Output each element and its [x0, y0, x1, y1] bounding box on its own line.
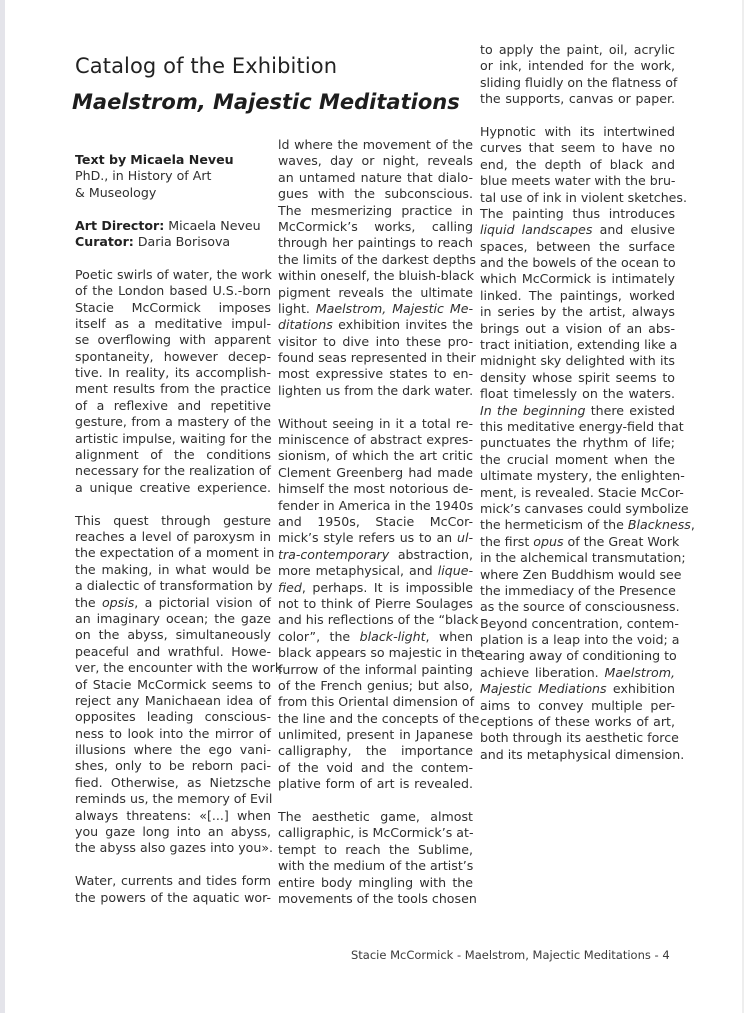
text-line: alignment of the conditions — [75, 447, 271, 463]
text-line: as the source of consciousness. — [480, 599, 680, 615]
text-line: mick’s canvases could symbolize — [480, 500, 689, 516]
paragraph — [278, 415, 482, 793]
column-2-body — [278, 137, 482, 907]
text-line: in series by the artist, always — [480, 304, 675, 320]
text-line: calligraphy, the importance — [278, 743, 473, 759]
text-line: Beyond concentration, contem- — [480, 615, 679, 631]
text-line: or ink, intended for the work, — [480, 58, 675, 74]
text-line: ultimate mystery, the enlighten- — [480, 468, 685, 484]
text-line: Stacie McCormick imposes — [75, 299, 271, 315]
text-line: with the medium of the artist’s — [278, 858, 474, 874]
credit-curator-name: Daria Borisova — [137, 233, 231, 249]
text-line: furrow of the informal painting — [278, 661, 473, 677]
text-line: himself the most notorious de- — [278, 481, 473, 497]
text-line: density whose spirit seems to — [480, 369, 675, 385]
text-line: an untamed nature that dialo- — [278, 169, 473, 185]
text-line: and the bowels of the ocean to — [480, 255, 676, 271]
text-line: lighten us from the dark water. — [278, 382, 474, 398]
text-line: end, the depth of black and — [480, 156, 675, 172]
text-line: the abyss also gazes into you». — [75, 840, 274, 856]
text-line: found seas represented in their — [278, 350, 476, 366]
text-line: you gaze long into an abyss, — [75, 824, 271, 840]
text-line: linked. The paintings, worked — [480, 287, 675, 303]
column-3 — [480, 42, 695, 763]
credit-author — [75, 152, 271, 168]
text-line: ness to look into the mirror of — [75, 725, 271, 741]
text-line: In the beginning there existed — [480, 402, 675, 418]
text-line: from this Oriental dimension of — [278, 694, 475, 710]
text-line: of a reflexive and repetitive — [75, 397, 271, 413]
credit-art-director-label: Art Director: — [75, 217, 165, 233]
text-line: peaceful and wrathful. Howe- — [75, 643, 271, 659]
paragraph — [75, 267, 271, 496]
text-line: punctuates the rhythm of life; — [480, 435, 675, 451]
text-line: The aesthetic game, almost — [278, 809, 473, 825]
text-line: Clement Greenberg had made — [278, 464, 473, 480]
text-line: tra-contemporary abstraction, — [278, 546, 473, 562]
text-line: the expectation of a moment in — [75, 545, 275, 561]
column-1-body — [75, 266, 283, 906]
text-line: sionism, of which the art critic — [278, 448, 473, 464]
text-line: through her paintings to reach — [278, 235, 473, 251]
text-line: Majestic Mediations exhibition — [480, 681, 675, 697]
text-line: curves that seem to have no — [480, 140, 675, 156]
text-line: ceptions of these works of art, — [480, 714, 675, 730]
text-line: miniscence of abstract expres- — [278, 432, 473, 448]
text-line: aims to convey multiple per- — [480, 697, 675, 713]
text-line: to apply the paint, oil, acrylic — [480, 42, 675, 57]
text-line: blue meets water with the bru- — [480, 173, 676, 189]
page-footer: Stacie McCormick - Maelstrom, Majectic Meditations - 4 — [351, 948, 670, 962]
paragraph — [480, 123, 695, 763]
text-line: illusions where the ego vani- — [75, 742, 271, 758]
text-line: ment, is revealed. Stacie McCor- — [480, 484, 684, 500]
text-line: Hypnotic with its intertwined — [480, 123, 675, 139]
text-line: and his reflections of the “black — [278, 612, 479, 628]
text-line: both through its aesthetic force — [480, 730, 679, 746]
text-line: the limits of the darkest depths — [278, 251, 476, 267]
text-line: fied. Otherwise, as Nietzsche — [75, 774, 271, 790]
credit-art-director-name: Micaela Neveu — [168, 217, 261, 233]
column-2 — [278, 137, 482, 907]
text-line: the hermeticism of the Blackness, — [480, 517, 695, 533]
text-line: brings out a vision of an abs- — [480, 320, 675, 336]
text-line: achieve liberation. Maelstrom, — [480, 664, 675, 680]
text-line: ment results from the practice — [75, 381, 271, 397]
paragraph — [75, 512, 283, 857]
text-line: of the French genius; but also, — [278, 677, 473, 693]
text-line: mick’s style refers us to an ul- — [278, 530, 473, 546]
paragraph — [480, 42, 678, 108]
text-line: midnight sky delighted with its — [480, 353, 675, 369]
text-line: Without seeing in it a total re- — [278, 415, 473, 431]
text-line: tract initiation, extending like a — [480, 337, 678, 353]
text-line: tempt to reach the Sublime, — [278, 841, 473, 857]
text-line: Water, currents and tides form — [75, 873, 271, 889]
text-line: within oneself, the bluish-black — [278, 268, 475, 284]
text-line: gues with the subconscious. — [278, 186, 473, 202]
page-title: Catalog of the Exhibition — [75, 54, 338, 79]
text-line: ld where the movement of the — [278, 137, 473, 152]
text-line: of the void and the contem- — [278, 759, 473, 775]
text-line: a dialectic of transformation by — [75, 578, 273, 594]
text-line: fied, perhaps. It is impossible — [278, 579, 473, 595]
exhibition-subtitle: Maelstrom, Majestic Meditations — [72, 90, 460, 115]
text-line: most expressive states to en- — [278, 366, 473, 382]
text-line: spaces, between the surface — [480, 238, 675, 254]
column-3-body — [480, 42, 695, 763]
paragraph — [278, 137, 476, 399]
column-1 — [75, 152, 283, 906]
text-line: the making, in what would be — [75, 561, 271, 577]
viewer-left-edge — [0, 0, 5, 1013]
text-line: ditations exhibition invites the — [278, 317, 473, 333]
text-line: always threatens: «[...] when — [75, 807, 271, 823]
text-line: necessary for the realization of — [75, 463, 271, 479]
credit-degree-line-1: PhD., in History of Art — [75, 168, 212, 184]
text-line: gesture, from a mastery of the — [75, 414, 271, 430]
credits-block — [75, 152, 271, 267]
text-line: the opsis, a pictorial vision of — [75, 594, 271, 610]
text-line: reaches a level of paroxysm in — [75, 528, 271, 544]
text-line: plative form of art is revealed. — [278, 776, 473, 792]
text-line: which McCormick is intimately — [480, 271, 675, 287]
credit-art-director — [75, 218, 271, 234]
text-line: the immediacy of the Presence — [480, 582, 676, 598]
text-line: a unique creative experience. — [75, 479, 271, 495]
text-line: shes, only to be reborn paci- — [75, 758, 271, 774]
text-line: liquid landscapes and elusive — [480, 222, 675, 238]
credit-author-name: Micaela Neveu — [130, 152, 234, 167]
paragraph — [75, 873, 271, 906]
text-line: the supports, canvas or paper. — [480, 91, 675, 107]
text-line: ver, the encounter with the work — [75, 660, 283, 676]
text-line: on the abyss, simultaneously — [75, 627, 271, 643]
credit-curator — [75, 234, 271, 250]
text-line: tearing away of conditioning to — [480, 648, 677, 664]
text-line: where Zen Buddhism would see — [480, 566, 682, 582]
text-line: more metaphysical, and lique- — [278, 563, 473, 579]
text-line: reject any Manichaean idea of — [75, 692, 271, 708]
text-line: This quest through gesture — [75, 512, 271, 528]
text-line: color”, the black-light, when — [278, 628, 473, 644]
text-line: the powers of the aquatic wor- — [75, 889, 271, 905]
text-line: an imaginary ocean; the gaze — [75, 610, 271, 626]
text-line: fender in America in the 1940s — [278, 497, 474, 513]
text-line: opposites leading conscious- — [75, 709, 271, 725]
text-line: float timelessly on the waters. — [480, 386, 675, 402]
text-line: in the alchemical transmutation; — [480, 550, 686, 566]
credit-curator-label: Curator: — [75, 233, 134, 249]
text-line: tal use of ink in violent sketches. — [480, 189, 687, 205]
text-line: the first opus of the Great Work — [480, 533, 680, 549]
text-line: visitor to dive into these pro- — [278, 333, 473, 349]
text-line: not to think of Pierre Soulages — [278, 595, 473, 611]
text-line: of Stacie McCormick seems to — [75, 676, 271, 692]
text-line: this meditative energy-field that — [480, 418, 684, 434]
text-line: itself as a meditative impul- — [75, 315, 271, 331]
text-line: the line and the concepts of the — [278, 710, 480, 726]
text-line: of the London based U.S.-born — [75, 283, 271, 299]
text-line: the crucial moment when the — [480, 451, 675, 467]
text-line: Poetic swirls of water, the work — [75, 266, 272, 282]
text-line: tive. In reality, its accomplish- — [75, 365, 271, 381]
paragraph — [278, 809, 477, 907]
text-line: calligraphic, is McCormick’s at- — [278, 825, 474, 841]
text-line: plation is a leap into the void; a — [480, 632, 680, 648]
text-line: and its metaphysical dimension. — [480, 746, 685, 762]
text-line: and 1950s, Stacie McCor- — [278, 513, 473, 529]
text-line: entire body mingling with the — [278, 874, 473, 890]
text-line: pigment reveals the ultimate — [278, 284, 473, 300]
text-line: se overflowing with apparent — [75, 332, 271, 348]
text-line: waves, day or night, reveals — [278, 153, 473, 169]
text-line: sliding fluidly on the flatness of — [480, 74, 678, 90]
text-line: spontaneity, however decep- — [75, 348, 271, 364]
text-line: black appears so majestic in the — [278, 645, 482, 661]
text-line: reminds us, the memory of Evil — [75, 791, 273, 807]
text-line: artistic impulse, waiting for the — [75, 430, 272, 446]
text-line: The mesmerizing practice in — [278, 202, 473, 218]
credit-degree-line-2: & Museology — [75, 184, 157, 200]
text-line: The painting thus introduces — [480, 205, 675, 221]
text-line: movements of the tools chosen — [278, 890, 477, 906]
credit-author-label: Text by — [75, 152, 127, 167]
text-line: light. Maelstrom, Majestic Me- — [278, 300, 473, 316]
text-line: McCormick’s works, calling — [278, 218, 473, 234]
text-line: unlimited, present in Japanese — [278, 727, 473, 743]
